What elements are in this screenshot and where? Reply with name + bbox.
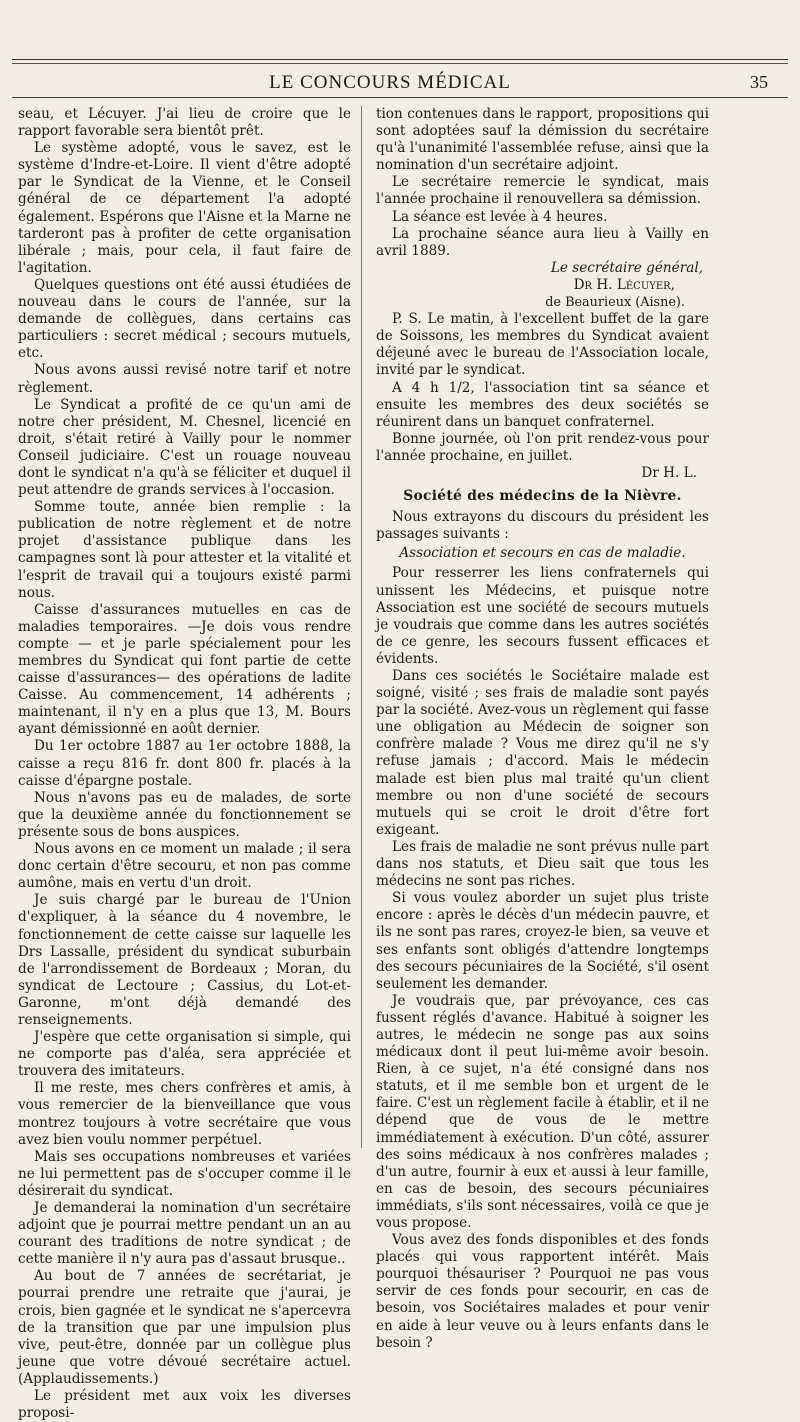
paragraph: La prochaine séance aura lieu à Vailly en avril 1889. [376, 225, 709, 259]
paragraph: Mais ses occupations nombreuses et variées ne lui permettent pas de s'occuper comme il le désirerait du syndicat. [18, 1148, 351, 1199]
paragraph: seau, et Lécuyer. J'ai lieu de croire que le rapport favorable sera bientôt prêt. [18, 106, 351, 140]
section-title: Société des médecins de la Nièvre. [403, 488, 682, 505]
journal-title: LE CONCOURS MÉDICAL [269, 72, 511, 93]
paragraph: Il me reste, mes chers confrères et amis, à vous remercier de la bienveillance que vous montrez toujours à votre secrétaire que vous avez bien voulu nommer perpétuel. [18, 1080, 351, 1148]
right-paragraphs-ps [376, 311, 709, 465]
paragraph: Dans ces sociétés le Sociétaire malade est soigné, visité ; ses frais de maladie sont payés par la société. Avez-vous un règlement qui fasse une obligation au Médecin de soigner son confrère malade ? Vous me direz qu'il ne s'y refuse jamais ; d'accord. Mais le médecin malade est bien plus mal traité qu'un client membre ou non d'une société de secours mutuels qui se croit le droit d'être fort exigeant. [376, 668, 709, 838]
paragraph: Du 1er octobre 1887 au 1er octobre 1888, la caisse a reçu 816 fr. dont 800 fr. placés à la caisse d'épargne postale. [18, 738, 351, 789]
paragraph: Nous avons en ce moment un malade ; il sera donc certain d'être secouru, et non pas comme aumône, mais en vertu d'un droit. [18, 841, 351, 892]
paragraph: Je suis chargé par le bureau de l'Union d'expliquer, à la séance du 4 novembre, le fonctionnement de cette caisse sur laquelle les Drs Lassalle, président du syndicat suburbain de l'arrondissement de Bordeaux ; Moran, du syndicat de Lectoure ; Cassius, du Lot-et-Garonne, m'ont déjà demandé des renseignements. [18, 892, 351, 1028]
paragraph: Au bout de 7 années de secrétariat, je pourrai prendre une retraite que j'aurai, je crois, bien gagnée et le syndicat ne s'apercevra de la transition que par une impulsion plus vive, peut-être, donnée par un collègue plus jeune que votre dévoué secrétaire actuel. (Applaudissements.) [18, 1268, 351, 1387]
header-rule-bottom [12, 97, 788, 98]
right-paragraphs-before [376, 106, 709, 260]
paragraph: Pour resserrer les liens confraternels qui unissent les Médecins, et puisque notre Association est une société de secours mutuels je voudrais que comme dans les autres sociétés de ce genre, les secours fussent efficaces et évidents. [376, 565, 709, 667]
paragraph: Si vous voulez aborder un sujet plus triste encore : après le décès d'un médecin pauvre, et ils ne sont pas rares, croyez-le bien, sa veuve et ses enfants sont obligés d'attendre longtemps des secours pécuniaires de la Société, s'il osent seulement les demander. [376, 890, 709, 992]
paragraph: Nous avons aussi revisé notre tarif et notre règlement. [18, 362, 351, 396]
column-divider [361, 106, 362, 1148]
running-header [12, 68, 768, 96]
paragraph: Caisse d'assurances mutuelles en cas de maladies temporaires. —Je dois vous rendre compte — et je parle spécialement pour les membres du Syndicat qui font partie de cette caisse d'assurances— des opérations de ladite Caisse. Au commencement, 14 adhérents ; maintenant, il n'y en a plus que 13, M. Bours ayant démissionné en août dernier. [18, 601, 351, 738]
paragraph: Les frais de maladie ne sont prévus nulle part dans nos statuts, et Dieu sait que tous les médecins ne sont pas riches. [376, 838, 709, 890]
page-number: 35 [750, 72, 768, 92]
left-column [18, 106, 351, 1422]
right-column [376, 106, 709, 1351]
paragraph: Je voudrais que, par prévoyance, ces cas fussent réglés d'avance. Habitué à soigner les autres, le médecin ne songe pas aux soins médicaux dont il peut lui-même avoir besoin. Rien, à ce sujet, n'a été consigné dans nos statuts, et il me semble bon et urgent de le faire. C'est un règlement facile à établir, et il ne dépend que de vous de le mettre immédiatement à exécution. D'un côté, assurer des soins médicaux à nos confrères malades ; d'un autre, fournir à eux et aussi à leur famille, en cas de besoin, des secours pécuniaires immédiats, s'ils sont nécessaires, voilà ce que je vous propose. [376, 992, 709, 1231]
paragraph: Vous avez des fonds disponibles et des fonds placés qui vous rapportent intérêt. Mais pourquoi thésauriser ? Pourquoi ne pas vous servir de ces fonds pour secourir, en cas de besoin, vos Sociétaires malades et pour venir en aide à leur veuve ou à leurs enfants dans le besoin ? [376, 1232, 709, 1351]
paragraph: Quelques questions ont été aussi étudiées de nouveau dans le cours de l'année, sur la demande de collègues, dans certains cas particuliers : secret médical ; secours mutuels, etc. [18, 276, 351, 362]
signature-initials: Dr H. L. [641, 464, 697, 481]
paragraph: Nous n'avons pas eu de malades, de sorte que la deuxième année du fonctionnement se présente sous de bons auspices. [18, 789, 351, 840]
subheading: Association et secours en cas de maladie. [399, 545, 686, 562]
paragraph: Le secrétaire remercie le syndicat, mais l'année prochaine il renouvellera sa démission. [376, 174, 709, 208]
signature-place: de Beaurieux (Aisne). [545, 295, 685, 311]
signature-title: Le secrétaire général, [550, 259, 703, 276]
paragraph: J'espère que cette organisation si simple, qui ne comporte pas d'aléa, sera appréciée et trouvera des imitateurs. [18, 1029, 351, 1080]
paragraph: La séance est levée à 4 heures. [392, 208, 608, 225]
paragraph: Le système adopté, vous le savez, est le système d'Indre-et-Loire. Il vient d'être adopté par le Syndicat de la Vienne, et le Conseil général de ce département l'a adopté également. Espérons que l'Aisne et la Marne ne tarderont pas à profiter de cette organisation libérale ; mais, pour cela, il faut faire de l'agitation. [18, 140, 351, 276]
header-rule-top-double [12, 63, 788, 64]
signature-name: Dr H. Lécuyer, [573, 276, 675, 293]
paragraph: Le Syndicat a profité de ce qu'un ami de notre cher président, M. Chesnel, licencié en droit, s'était retiré à Vailly pour le nommer Conseil judiciaire. C'est un rouage nouveau dont le syndicat n'a qu'à se féliciter et duquel il peut attendre de grands services à l'occasion. [18, 396, 351, 499]
paragraph: tion contenues dans le rapport, propositions qui sont adoptées sauf la démission du secrétaire qu'à l'unanimité l'assemblée refuse, ainsi que la nomination d'un secrétaire adjoint. [376, 106, 709, 174]
intro-paragraph: Nous extrayons du discours du président les passages suivants : [376, 509, 709, 543]
paragraph: Somme toute, année bien remplie : la publication de notre règlement et de notre projet d'assistance publique dans les campagnes sont là pour attester et la vitalité et l'esprit de travail qui a toujours existé parmi nous. [18, 499, 351, 601]
header-rule-top [12, 59, 788, 60]
paragraph: A 4 h 1/2, l'association tint sa séance et ensuite les membres des deux sociétés se réunirent dans un banquet confraternel. [376, 379, 709, 430]
paragraph: Le président met aux voix les diverses proposi- [18, 1388, 351, 1422]
paragraph: Bonne journée, où l'on prit rendez-vous pour l'année prochaine, en juillet. [376, 430, 709, 464]
right-paragraphs-after [376, 565, 709, 1351]
paragraph: Je demanderai la nomination d'un secrétaire adjoint que je pourrai mettre pendant un an au courant des traditions de notre syndicat ; de cette manière il n'y aura pas d'assaut brusque.. [18, 1200, 351, 1268]
paragraph: P. S. Le matin, à l'excellent buffet de la gare de Soissons, les membres du Syndicat avaient déjeuné avec le bureau de l'Association locale, invité par le syndicat. [376, 311, 709, 379]
